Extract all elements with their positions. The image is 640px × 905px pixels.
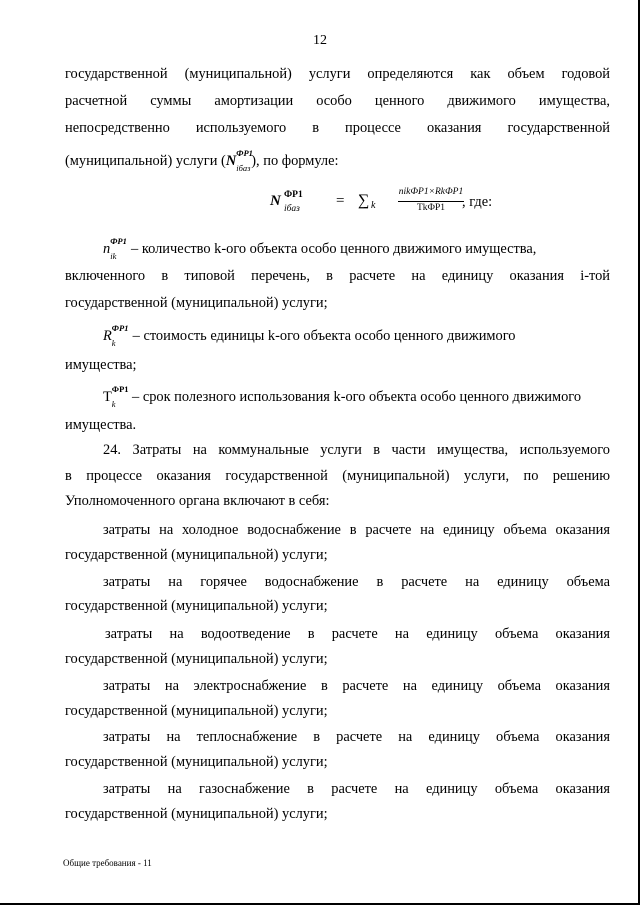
text-line: непосредственно используемого в процессе оказания государственной [65,120,610,136]
formula-lhs-sub: iбаз [284,204,300,214]
text-line: Уполномоченного органа включают в себя: [65,493,330,509]
list-item: затраты на водоотведение в расчете на единицу объема оказания [105,626,610,642]
symbol-n-baz: N ФР1 iбаз [225,148,253,173]
page-footer: Общие требования - 11 [63,858,152,868]
list-item: затраты на холодное водоснабжение в расчете на единицу объема оказания [103,522,610,538]
text-line: имущества; [65,357,137,373]
definition-text: – количество k-ого объекта особо ценного движимого имущества, [127,241,537,257]
text-line: государственной (муниципальной) услуги; [65,651,328,667]
formula-fraction [396,186,466,222]
formula [268,186,568,226]
formula-numerator: nikФР1×RkФР1 [398,187,464,197]
text-line: государственной (муниципальной) услуги; [65,295,328,311]
list-item: затраты на электроснабжение в расчете на единицу объема оказания [103,678,610,694]
fraction-bar [398,201,464,202]
text-line: имущества. [65,417,137,433]
text-line: государственной (муниципальной) услуги; [65,703,328,719]
definition-n [103,236,610,261]
text-fragment: (муниципальной) услуги ( [65,153,226,169]
symbol-r: R ФР1 k [103,323,129,348]
text-line: государственной (муниципальной) услуги; [65,754,328,770]
list-item: затраты на газоснабжение в расчете на единицу объема оказания [103,781,610,797]
text-line: включенного в типовой перечень, в расчете на единицу оказания i-той [65,268,610,284]
formula-lhs-sup: ФР1 [284,190,303,200]
text-line: государственной (муниципальной) услуги; [65,598,328,614]
list-item: затраты на теплоснабжение в расчете на единицу объема оказания [103,729,610,745]
definition-text: – срок полезного использования k-ого объекта особо ценного движимого [128,389,582,405]
text-line-with-symbol [65,148,610,173]
list-item: затраты на горячее водоснабжение в расчете на единицу объема [103,574,610,590]
formula-denominator: ТkФР1 [416,203,446,213]
symbol-t: Т ФР1 k [103,384,129,409]
text-fragment: ), по формуле: [251,153,339,169]
definition-text: – стоимость единицы k-ого объекта особо ценного движимого [129,328,516,344]
text-line: государственной (муниципальной) услуги определяются как объем годовой [65,66,610,82]
text-line: в процессе оказания государственной (муниципальной) услуги, по решению [65,468,610,484]
text-line: государственной (муниципальной) услуги; [65,806,328,822]
symbol-n: n ФР1 ik [103,236,127,261]
formula-tail: , где: [462,194,493,210]
formula-sum: ∑ [358,192,370,209]
paragraph-24: 24. Затраты на коммунальные услуги в части имущества, используемого [103,442,610,458]
definition-r [103,323,610,348]
formula-sum-sub: k [371,200,376,211]
text-line: государственной (муниципальной) услуги; [65,547,328,563]
definition-t [103,384,610,409]
page-number: 12 [313,33,327,48]
formula-equals: = [336,193,345,209]
formula-lhs: N [270,193,281,209]
text-line: расчетной суммы амортизации особо ценного движимого имущества, [65,93,610,109]
